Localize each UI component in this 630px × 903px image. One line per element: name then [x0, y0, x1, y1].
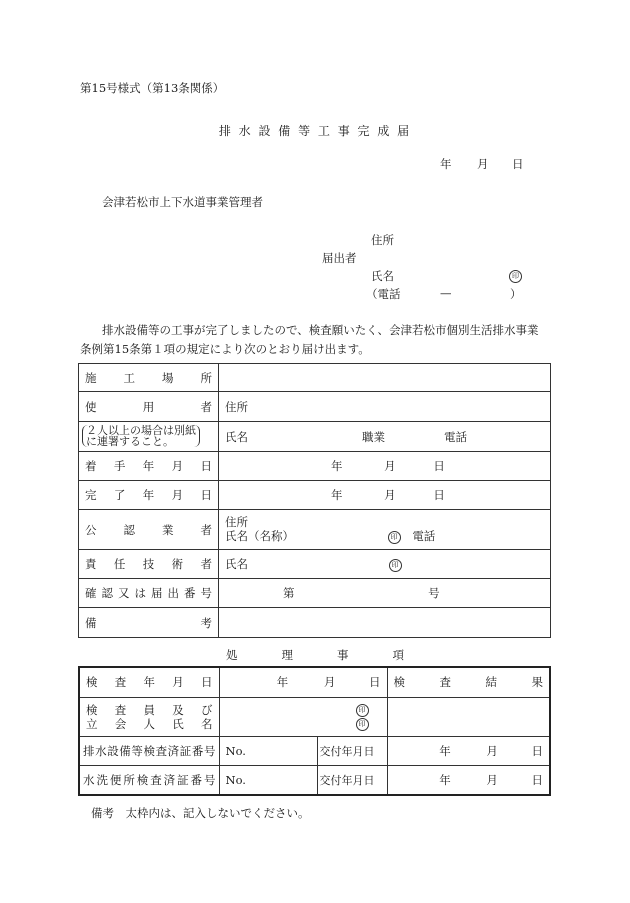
- inspect-date-label: 検 査 年 月 日: [79, 667, 219, 697]
- drain-issue-label: 交付年月日: [317, 736, 387, 765]
- user-address-cell[interactable]: 住所: [219, 392, 551, 422]
- witness-seal-icon: 印: [356, 718, 369, 731]
- toilet-cert-no[interactable]: No.: [219, 765, 317, 795]
- row-inspector: [79, 697, 550, 736]
- drain-cert-no[interactable]: No.: [219, 736, 317, 765]
- inspector-seal-icon: 印: [356, 704, 369, 717]
- toilet-cert-label: 水 洗 便 所 検 査 済 証 番 号: [79, 765, 219, 795]
- drain-cert-label: 排 水 設 備 等 検 査 済 証 番 号: [79, 736, 219, 765]
- remarks-value[interactable]: [219, 608, 551, 638]
- applicant-phone-label: （電話: [366, 287, 401, 301]
- remarks-label: 備 考: [79, 608, 219, 638]
- confirm-no-value[interactable]: 第 号: [219, 579, 551, 608]
- multiple-user-note: ２人以上の場合は別紙 に連署すること。: [79, 422, 219, 452]
- date-day: 日: [512, 157, 524, 171]
- applicant-phone-dash: —: [440, 286, 452, 300]
- inspector-label: 検 査 員 及 び 立 会 人 氏 名: [79, 697, 219, 736]
- row-toilet-cert: [79, 765, 550, 795]
- date-year: 年: [440, 157, 452, 171]
- confirm-no-label: 確 認 又 は 届 出 番 号: [79, 579, 219, 608]
- row-inspect-date: [79, 667, 550, 697]
- applicant-name-label: 氏名: [371, 269, 394, 283]
- main-table: [78, 363, 551, 638]
- user-name-cell[interactable]: 氏名 職業 電話: [219, 422, 551, 452]
- inspect-date-value[interactable]: 年 月 日: [219, 667, 387, 697]
- contractor-label: 公 認 業 者: [79, 510, 219, 550]
- processing-title: 処 理 事 項: [226, 648, 404, 662]
- row-remarks: [79, 608, 551, 638]
- engineer-value[interactable]: 氏名 印: [219, 550, 551, 579]
- contractor-seal-icon: 印: [388, 531, 401, 544]
- date-month: 月: [477, 157, 489, 171]
- start-date-label: 着 手 年 月 日: [79, 452, 219, 481]
- footer-note: 備考 太枠内は、記入しないでください。: [91, 806, 310, 820]
- row-contractor: [79, 510, 551, 550]
- applicant-phone-close: ）: [510, 287, 522, 301]
- row-drain-cert: [79, 736, 550, 765]
- document-title: 排 水 設 備 等 工 事 完 成 届: [218, 124, 412, 138]
- start-date-value[interactable]: 年 月 日: [219, 452, 551, 481]
- site-label: 施 工 場 所: [79, 364, 219, 392]
- form-number: 第15号様式（第13条関係）: [80, 81, 225, 95]
- processing-table: [78, 666, 551, 796]
- user-label: 使 用 者: [79, 392, 219, 422]
- toilet-issue-label: 交付年月日: [317, 765, 387, 795]
- row-confirm-no: [79, 579, 551, 608]
- toilet-issue-date[interactable]: 年 月 日: [387, 765, 550, 795]
- engineer-label: 責 任 技 術 者: [79, 550, 219, 579]
- applicant-address-label: 住所: [371, 233, 394, 247]
- site-value[interactable]: [219, 364, 551, 392]
- end-date-value[interactable]: 年 月 日: [219, 481, 551, 510]
- inspect-result-value[interactable]: [387, 697, 550, 736]
- row-site: [79, 364, 551, 392]
- intro-line-1: 排水設備等の工事が完了しましたので、検査願いたく、会津若松市個別生活排水事業: [102, 323, 539, 337]
- addressee: 会津若松市上下水道事業管理者: [102, 195, 263, 209]
- row-user-name: [79, 422, 551, 452]
- row-end-date: [79, 481, 551, 510]
- inspect-result-label: 検 査 結 果: [387, 667, 550, 697]
- inspector-value[interactable]: [219, 697, 387, 736]
- applicant-seal-icon: 印: [509, 268, 522, 283]
- row-start-date: [79, 452, 551, 481]
- end-date-label: 完 了 年 月 日: [79, 481, 219, 510]
- applicant-label: 届出者: [322, 251, 357, 265]
- engineer-seal-icon: 印: [389, 559, 402, 572]
- row-user: [79, 392, 551, 422]
- intro-line-2: 条例第15条第１項の規定により次のとおり届け出ます。: [80, 342, 370, 356]
- row-engineer: [79, 550, 551, 579]
- contractor-value[interactable]: 住所 氏名（名称） 印 電話: [219, 510, 551, 550]
- drain-issue-date[interactable]: 年 月 日: [387, 736, 550, 765]
